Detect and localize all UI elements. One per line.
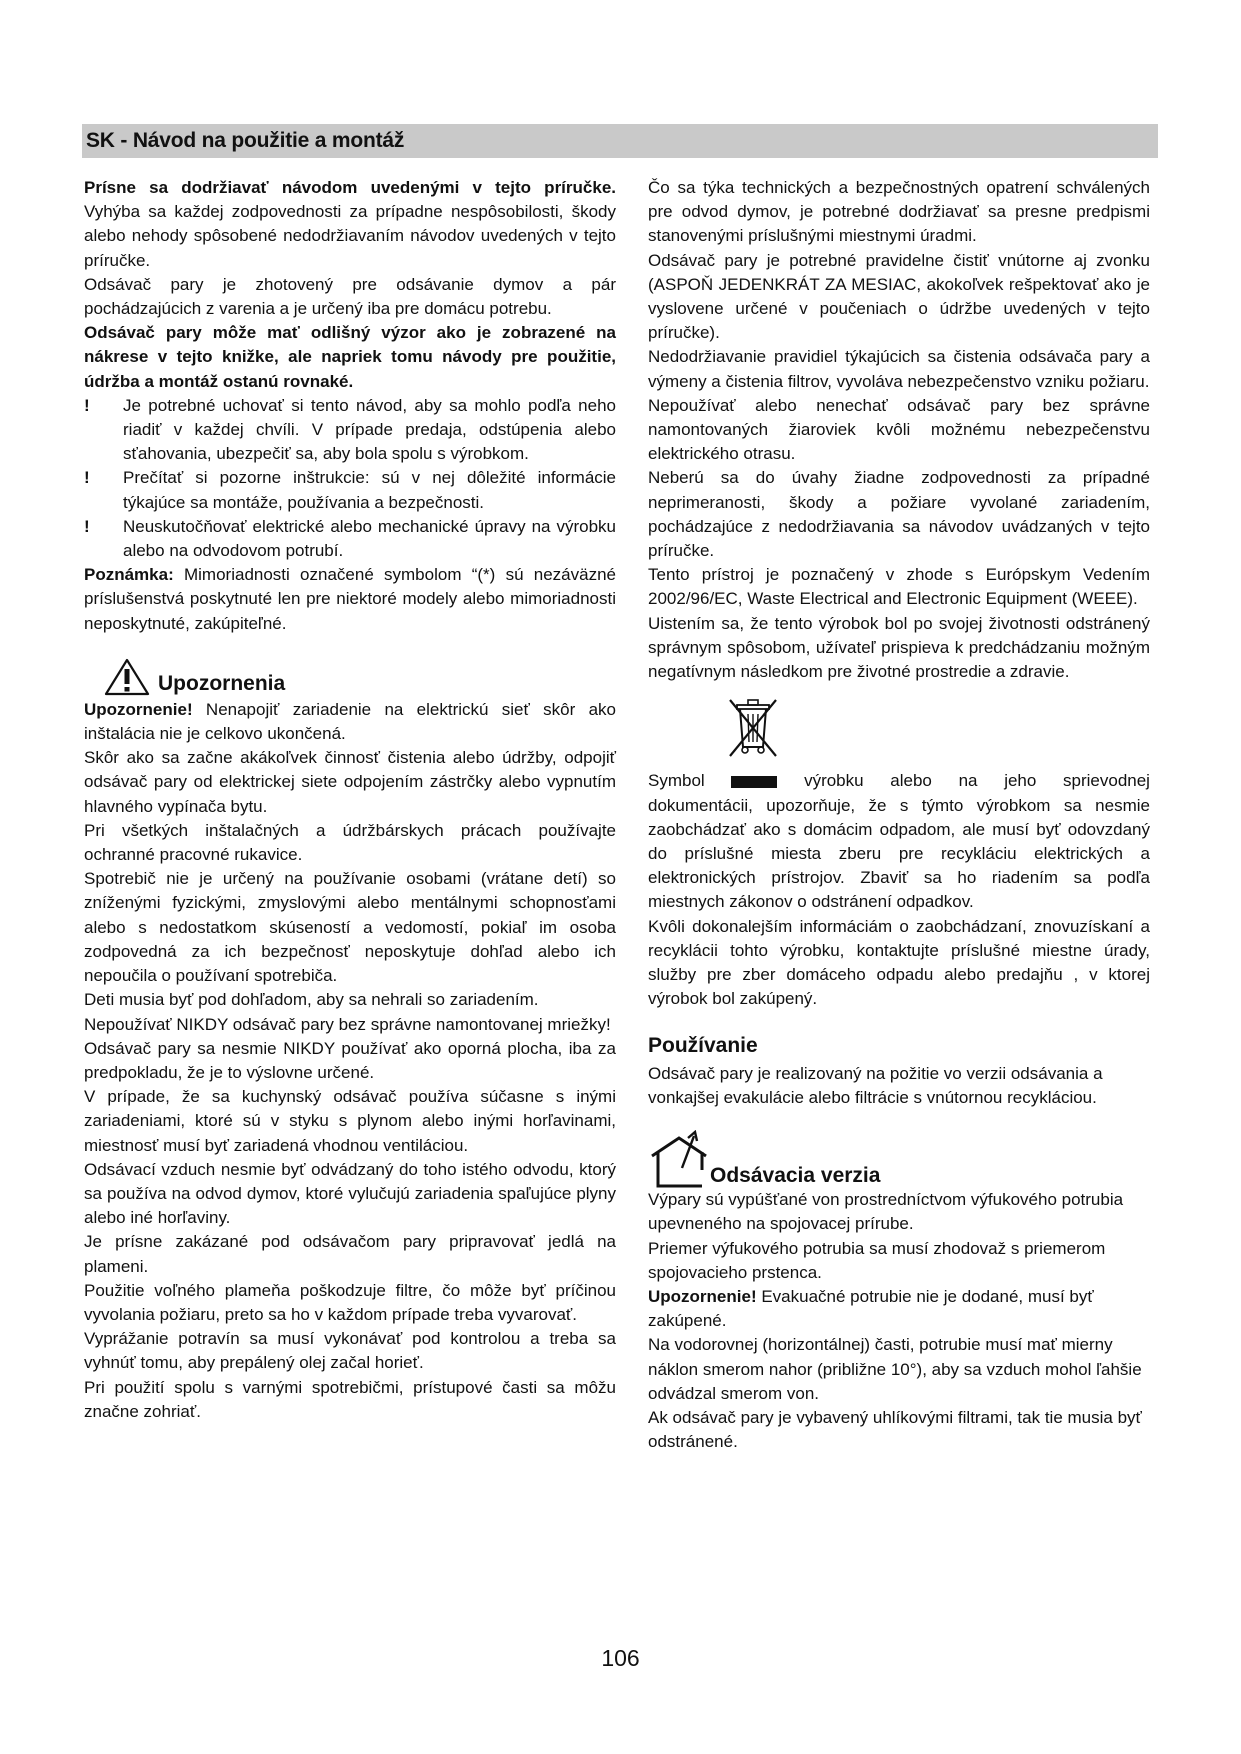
usage-title: Používanie bbox=[648, 1033, 758, 1057]
warning-paragraph: Skôr ako sa začne akákoľvek činnosť čistenia alebo údržby, odpojiť odsávač pary od elektrickej siete odpojením zástrčky alebo vypnutím hlavného vypínača bytu. bbox=[84, 748, 616, 816]
warning-paragraph: Použitie voľného plameňa poškodzuje filtre, čo môže byť príčinou vyvolania požiaru, preto sa ho v každom prípade treba vyvarovať. bbox=[84, 1280, 616, 1324]
symbol-word: jeho bbox=[1004, 771, 1037, 791]
usage-paragraph: Odsávač pary je realizovaný na požitie vo verzii odsávania a vonkajšej evakulácie alebo filtrácie s vnútornou recykláciou. bbox=[648, 1063, 1103, 1107]
symbol-word: na bbox=[958, 771, 978, 791]
warning-paragraph: Odsávač pary sa nesmie NIKDY používať ako oporná plocha, iba za predpokladu, že je to výslovne určené. bbox=[84, 1038, 616, 1082]
warning-paragraph: Spotrebič nie je určený na používanie osobami (vrátane detí) so zníženými fyzickými, zmyslovými alebo mentálnymi schopnosťami alebo s nedostatkom skúseností a vedomostí, pokiaľ im osoba zodpovedná za ich bezpečnosť neposkytuje dohľad alebo ich nepoučila o používaní spotrebiča. bbox=[84, 869, 616, 986]
symbol-word: Symbol bbox=[648, 771, 705, 791]
symbol-line bbox=[648, 769, 1150, 793]
weee-paragraph: Tento prístroj je poznačený v zhode s Európskym Vedením 2002/96/EC, Waste Electrical and Electronic Equipment (WEEE). bbox=[648, 565, 1150, 609]
venting-paragraph: Priemer výfukového potrubia sa musí zhodovaž s priemerom spojovacieho prstenca. bbox=[648, 1238, 1106, 1282]
note-label: Poznámka: bbox=[84, 565, 174, 585]
bullet-item bbox=[84, 466, 616, 514]
bullet-item bbox=[84, 394, 616, 467]
crossed-bin-icon bbox=[727, 696, 779, 760]
venting-paragraph: Ak odsávač pary je vybavený uhlíkovými filtrami, tak tie musia byť odstránené. bbox=[648, 1407, 1142, 1452]
house-exhaust-icon bbox=[648, 1130, 710, 1188]
venting-warning-paragraph bbox=[648, 1285, 1150, 1333]
warning-text: Nenapojiť zariadenie na elektrickú sieť skôr ako inštalácia nie je celkovo ukončená. bbox=[84, 699, 616, 744]
warning-paragraph: Vyprážanie potravín sa musí vykonávať pod kontrolou a treba sa vyhnúť tomu, aby prepálený olej začal horieť. bbox=[84, 1329, 616, 1373]
bullet-item bbox=[84, 515, 616, 563]
note-paragraph bbox=[84, 563, 616, 636]
exclamation-mark: ! bbox=[84, 468, 90, 488]
intro-paragraph-2: Odsávač pary je zhotovený pre odsávanie dymov a pár pochádzajúcich z varenia a je určený iba pre domácu potrebu. bbox=[84, 274, 616, 319]
safety-paragraph: Odsávač pary je potrebné pravidelne čistiť vnútorne aj zvonku (ASPOŇ JEDENKRÁT ZA MESIAC, akokoľvek rešpektovať ako je vyslovene určené v poučeniach o údržbe uvedených v tejto príručke). bbox=[648, 250, 1150, 343]
exclamation-mark: ! bbox=[84, 516, 90, 536]
page-title: SK - Návod na použitie a montáž bbox=[86, 129, 405, 152]
intro-paragraph-3: Odsávač pary môže mať odlišný výzor ako je zobrazené na nákrese v tejto knižke, ale napriek tomu návody pre použitie, údržba a montáž ostanú rovnaké. bbox=[84, 323, 616, 391]
bullet-text: Prečítať si pozorne inštrukcie: sú v nej dôležité informácie týkajúce sa montáže, používania a bezpečnosti. bbox=[123, 468, 616, 512]
warning-label: Upozornenie! bbox=[84, 699, 193, 719]
black-bar-symbol bbox=[731, 776, 777, 788]
warning-paragraph: Je prísne zakázané pod odsávačom pary pripravovať jedlá na plameni. bbox=[84, 1232, 616, 1276]
warning-paragraph: Pri všetkých inštalačných a údržbárskych prácach používajte ochranné pracovné rukavice. bbox=[84, 820, 616, 865]
symbol-word: sprievodnej bbox=[1063, 771, 1150, 791]
symbol-word: alebo bbox=[890, 771, 932, 791]
section-header-bar bbox=[82, 124, 1158, 158]
note-text: Mimoriadnosti označené symbolom “(*) sú nezáväzné príslušenstvá poskytnuté len pre niektoré modely alebo mimoriadnosti neposkytnuté, zakúpiteľné. bbox=[84, 565, 616, 633]
disposal-paragraph: Uistením sa, že tento výrobok bol po svojej životnosti odstránený správnym spôsobom, užívateľ prispieva k predchádzaniu možným negatívnym následkom pre životné prostredie a zdravie. bbox=[648, 613, 1150, 682]
intro-bold-text: Prísne sa dodržiavať návodom uvedenými v tejto príručke. bbox=[84, 178, 616, 197]
warning-paragraph: Deti musia byť pod dohľadom, aby sa nehrali so zariadením. bbox=[84, 990, 539, 1010]
warning-paragraph: Odsávací vzduch nesmie byť odvádzaný do toho istého odvodu, ktorý sa používa na odvod dymov, ktoré vylučujú zariadenia spaľujúce plyny alebo iné horľaviny. bbox=[84, 1159, 616, 1228]
page-number: 106 bbox=[601, 1645, 640, 1671]
left-column bbox=[84, 176, 616, 1424]
venting-title: Odsávacia verzia bbox=[710, 1163, 881, 1187]
safety-paragraph: Nepoužívať alebo nenechať odsávač pary bez správne namontovaných žiaroviek kvôli možnému nebezpečenstvu elektrického otrasu. bbox=[648, 395, 1150, 464]
warning-paragraph: Nepoužívať NIKDY odsávač pary bez správne namontovanej mriežky! bbox=[84, 1014, 611, 1034]
right-column bbox=[648, 176, 1150, 1454]
symbol-paragraph: dokumentácii, upozorňuje, že s týmto výrobkom sa nesmie zaobchádzať ako s domácim odpadom, ale musí byť odovzdaný do príslušné miesta zberu pre recykláciu elektrických a elektronických prístrojov. Zbaviť sa ho riadením sa podľa miestnych zákonov o odstránení odpadkov. bbox=[648, 795, 1150, 912]
intro-rest-text: Vyhýba sa každej zodpovednosti za prípadne nespôsobilosti, škody alebo nehody spôsobené nedodržiavaním návodov uvedených v tejto príručke. bbox=[84, 202, 616, 270]
intro-paragraph bbox=[84, 176, 616, 273]
bullet-text: Je potrebné uchovať si tento návod, aby sa mohlo podľa neho riadiť v každej chvíli. V prípade predaja, odstúpenia alebo sťahovania, ubezpečiť sa, aby bola spolu s výrobkom. bbox=[123, 395, 616, 464]
warning-paragraph: V prípade, že sa kuchynský odsávač používa súčasne s inými zariadeniami, ktoré sú v styku s plynom alebo inými horľavinami, miestnosť musí byť zariadená vhodnou ventiláciou. bbox=[84, 1087, 616, 1155]
warning-paragraph: Pri použití spolu s varnými spotrebičmi, prístupové časti sa môžu značne zohriať. bbox=[84, 1377, 616, 1421]
warnings-heading bbox=[84, 658, 616, 696]
warning-paragraph bbox=[84, 698, 616, 746]
symbol-word: výrobku bbox=[804, 771, 864, 791]
safety-paragraph: Neberú sa do úvahy žiadne zodpovednosti za prípadné neprimeranosti, škody a požiare vyvolané zariadením, pochádzajúce z nedodržiavania sa návodov uvádzaných v tejto príručke. bbox=[648, 468, 1150, 561]
more-info-paragraph: Kvôli dokonalejším informáciám o zaobchádzaní, znovuzískaní a recyklácii tohto výrobku, kontaktujte príslušné miestne úrady, služby pre zber domáceho odpadu alebo predajňu , v ktorej výrobok bol zakúpený. bbox=[648, 916, 1150, 1009]
safety-paragraph: Nedodržiavanie pravidiel týkajúcich sa čistenia odsávača pary a výmeny a čistenia filtrov, vyvoláva nebezpečenstvo vzniku požiaru. bbox=[648, 347, 1150, 391]
venting-paragraph: Výpary sú vypúšťané von prostredníctvom výfukového potrubia upevneného na spojovacej prírube. bbox=[648, 1190, 1124, 1234]
safety-paragraph: Čo sa týka technických a bezpečnostných opatrení schválených pre odvod dymov, je potrebné dodržiavať sa presne predpismi stanovenými príslušnými miestnymi úradmi. bbox=[648, 178, 1150, 246]
exclamation-mark: ! bbox=[84, 395, 90, 415]
warning-label: Upozornenie! bbox=[648, 1286, 757, 1306]
warnings-title: Upozornenia bbox=[158, 671, 286, 695]
warning-triangle-icon bbox=[104, 658, 150, 696]
warning-text: Evakuačné potrubie nie je dodané, musí byť zakúpené. bbox=[648, 1286, 1094, 1331]
venting-heading bbox=[648, 1130, 1150, 1188]
bullet-text: Neuskutočňovať elektrické alebo mechanické úpravy na výrobku alebo na odvodovom potrubí. bbox=[123, 516, 616, 561]
venting-paragraph: Na vodorovnej (horizontálnej) časti, potrubie musí mať mierny náklon smerom nahor (približne 10°), aby sa vzduch mohol ľahšie odvádzal smerom von. bbox=[648, 1335, 1142, 1403]
